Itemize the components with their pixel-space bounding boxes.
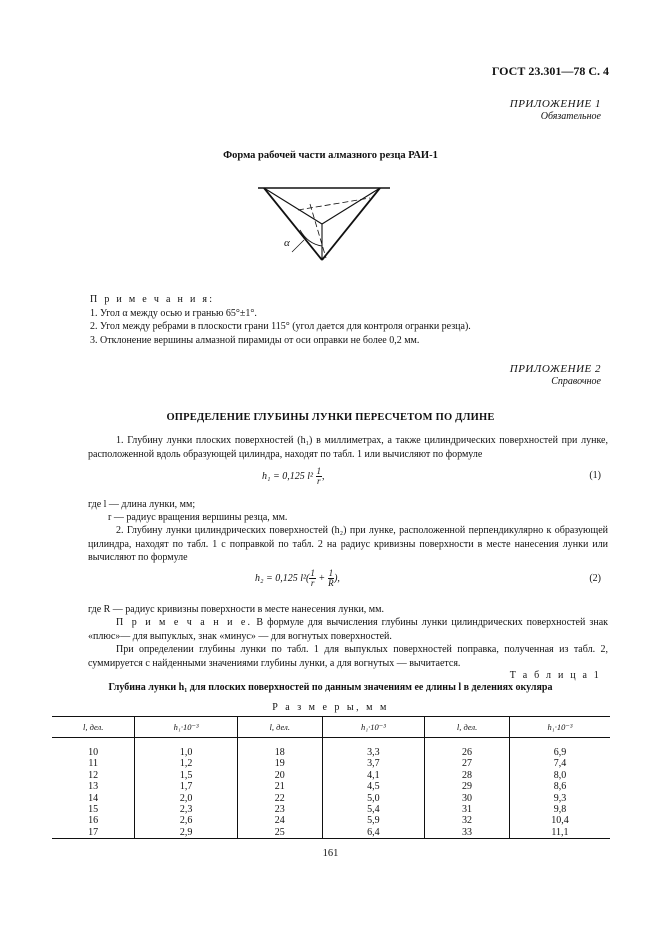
table-cell: 13: [52, 781, 135, 792]
table-cell: 8,0: [553, 769, 567, 781]
notes-block: [90, 293, 471, 347]
table-cell: 1,5: [135, 770, 237, 781]
depth-table: [52, 716, 610, 839]
formula-2-numerator-2: 1: [328, 568, 334, 578]
table-cell: 25: [237, 827, 322, 839]
table-cell: 7,4: [553, 758, 567, 770]
column-header: h₁·10⁻³: [135, 717, 237, 738]
column-header: l, дел.: [425, 717, 510, 738]
formula-1: h₁ = 0,125 l² $\frac{1}{r}$ ,: [262, 466, 325, 486]
formula-2-close: ),: [334, 572, 340, 584]
table-cell: 22: [237, 793, 322, 804]
left-edge-line: [264, 188, 322, 260]
page-number: 161: [322, 848, 339, 859]
table-cell: 6,4: [322, 827, 424, 839]
alpha-label: α: [284, 237, 290, 249]
cutter-drawing: [250, 170, 400, 270]
table-cell: 18: [237, 738, 322, 759]
table-cell: 23: [237, 804, 322, 815]
column-header: l, дел.: [237, 717, 322, 738]
formula-2-denominator-2: R: [328, 578, 334, 588]
formula-1-fraction: [316, 467, 323, 486]
table-cell: 1,7: [135, 781, 237, 792]
table-cell: 10,4: [551, 815, 569, 827]
table-cell: 1,0: [135, 738, 237, 759]
table-cell: 5,0: [322, 793, 424, 804]
table-cell: 9,8: [553, 804, 567, 816]
table-cell: 5,9: [322, 815, 424, 826]
table-row: [52, 793, 610, 804]
appendix-2-label: ПРИЛОЖЕНИЕ 2: [509, 363, 601, 375]
column-header: l, дел.: [52, 717, 135, 738]
note-item: 2. Угол между ребрами в плоскости грани 115° (угол дается для контроля огранки резца).: [90, 321, 471, 332]
where-l: где l — длина лунки, мм;: [88, 499, 196, 510]
diamond-cutter-figure: [250, 170, 400, 275]
hidden-edge-line: [298, 198, 370, 210]
table-cell: 15: [52, 804, 135, 815]
appendix-1-status: Обязательное: [540, 111, 601, 122]
appendix-2-status: Справочное: [551, 376, 601, 387]
column-header: h₁·10⁻³: [509, 717, 610, 738]
note-item: 1. Угол α между осью и гранью 65°±1°.: [90, 307, 257, 319]
table-title: Глубина лунки h₁ для плоских поверхностей по данным значениям ее длины l в делениях окуляра: [108, 682, 553, 693]
table-cell: 3,7: [322, 758, 424, 769]
table-cell: 29: [425, 781, 510, 792]
table-cell: 8,6: [553, 781, 567, 793]
right-rib-line: [322, 188, 380, 224]
table-row: [52, 738, 610, 759]
table-row: [52, 758, 610, 769]
table-cell: 5,4: [322, 804, 424, 815]
table-cell: 33: [425, 827, 510, 839]
formula-1-number: (1): [589, 470, 601, 481]
table-cell: 27: [425, 758, 510, 769]
formula-1-denominator: r: [317, 476, 321, 486]
axis-line: [310, 204, 326, 258]
table-cell: 12: [52, 770, 135, 781]
section-title: ОПРЕДЕЛЕНИЕ ГЛУБИНЫ ЛУНКИ ПЕРЕСЧЕТОМ ПО ДЛИНЕ: [166, 412, 495, 423]
table-label: Т а б л и ц а 1: [509, 670, 601, 681]
formula-2-number: (2): [589, 573, 601, 584]
table-cell: 1,2: [135, 758, 237, 769]
table-cell: 17: [52, 827, 135, 839]
table-cell: 4,1: [322, 770, 424, 781]
table-row: [52, 827, 610, 839]
formula-1-lhs: h₁ = 0,125 l²: [262, 470, 316, 482]
table-cell: 11,1: [509, 827, 610, 839]
note-label: П р и м е ч а н и е.: [116, 617, 253, 628]
left-rib-line: [264, 188, 322, 224]
figure-title: Форма рабочей части алмазного резца РАИ-1: [223, 150, 438, 161]
table-cell: 4,5: [322, 781, 424, 792]
note-item: 3. Отклонение вершины алмазной пирамиды от оси оправки не более 0,2 мм.: [90, 334, 420, 346]
where-r: r — радиус вращения вершины резца, мм.: [108, 512, 288, 523]
table-cell: 16: [52, 815, 135, 826]
note-paragraph: [88, 616, 608, 643]
table-cell: 21: [237, 781, 322, 792]
formula-2-plus: +: [315, 572, 328, 584]
table-cell: 3,3: [322, 738, 424, 759]
notes-heading: П р и м е ч а н и я:: [90, 294, 215, 305]
table-row: [52, 804, 610, 815]
document-header: ГОСТ 23.301—78 С. 4: [491, 64, 609, 78]
table-cell: 2,9: [135, 827, 237, 839]
formula-2-lhs: h₂ = 0,125 l²(: [255, 572, 310, 584]
table-cell: 32: [425, 815, 510, 826]
formula-2-denominator-1: r: [310, 578, 315, 588]
table-cell: 20: [237, 770, 322, 781]
column-header: h₁·10⁻³: [322, 717, 424, 738]
table-row: [52, 781, 610, 792]
table-cell: 26: [425, 738, 510, 759]
table-cell: 2,6: [135, 815, 237, 826]
table-cell: 30: [425, 793, 510, 804]
note-text: В формуле для вычисления глубины лунки цилиндрических поверхностей знак «плюс»— для выпуклых, знак «минус» — для вогнутых поверхностей.: [88, 617, 608, 642]
table-cell: 2,0: [135, 793, 237, 804]
table-cell: 11: [52, 758, 135, 769]
table-cell: 28: [425, 770, 510, 781]
table-cell: 9,3: [553, 792, 567, 804]
table-cell: 2,3: [135, 804, 237, 815]
formula-2: [255, 569, 340, 588]
table-row: [52, 770, 610, 781]
table-header-row: [52, 717, 610, 738]
table-cell: 14: [52, 793, 135, 804]
paragraph-3: При определении глубины лунки по табл. 1 для выпуклых поверхностей поправка, полученная из табл. 2, суммируется с найденными значениями глубины лунки, а для вогнутых — вычитается.: [88, 644, 608, 669]
angle-leader-line: [292, 240, 304, 252]
table-cell: 24: [237, 815, 322, 826]
table-cell: 10: [52, 738, 135, 759]
where-R: где R — радиус кривизны поверхности в месте нанесения лунки, мм.: [88, 604, 384, 615]
formula-1-numerator: 1: [316, 466, 322, 476]
table-cell: 19: [237, 758, 322, 769]
table-row: [52, 815, 610, 826]
formula-2-numerator-1: 1: [310, 568, 315, 578]
paragraph-1: 1. Глубину лунки плоских поверхностей (h₁) в миллиметрах, а также цилиндрических поверхностей при лунке, расположенной вдоль образующей цилиндра, находят по табл. 1 или вычисляют по формуле: [88, 435, 608, 460]
right-edge-line: [322, 188, 380, 260]
table-units: Р а з м е р ы, м м: [272, 702, 389, 713]
paragraph-2: 2. Глубину лунки цилиндрических поверхностей (h₂) при лунке, расположенной перпендикулярно к образующей цилиндра, находят по табл. 1 с поправкой по табл. 2 на радиус кривизны поверхности в месте нанесения лунки или вычисляют по формуле: [88, 525, 608, 563]
table-cell: 31: [425, 804, 510, 815]
table-cell: 6,9: [553, 747, 567, 758]
appendix-1-label: ПРИЛОЖЕНИЕ 1: [509, 98, 601, 110]
